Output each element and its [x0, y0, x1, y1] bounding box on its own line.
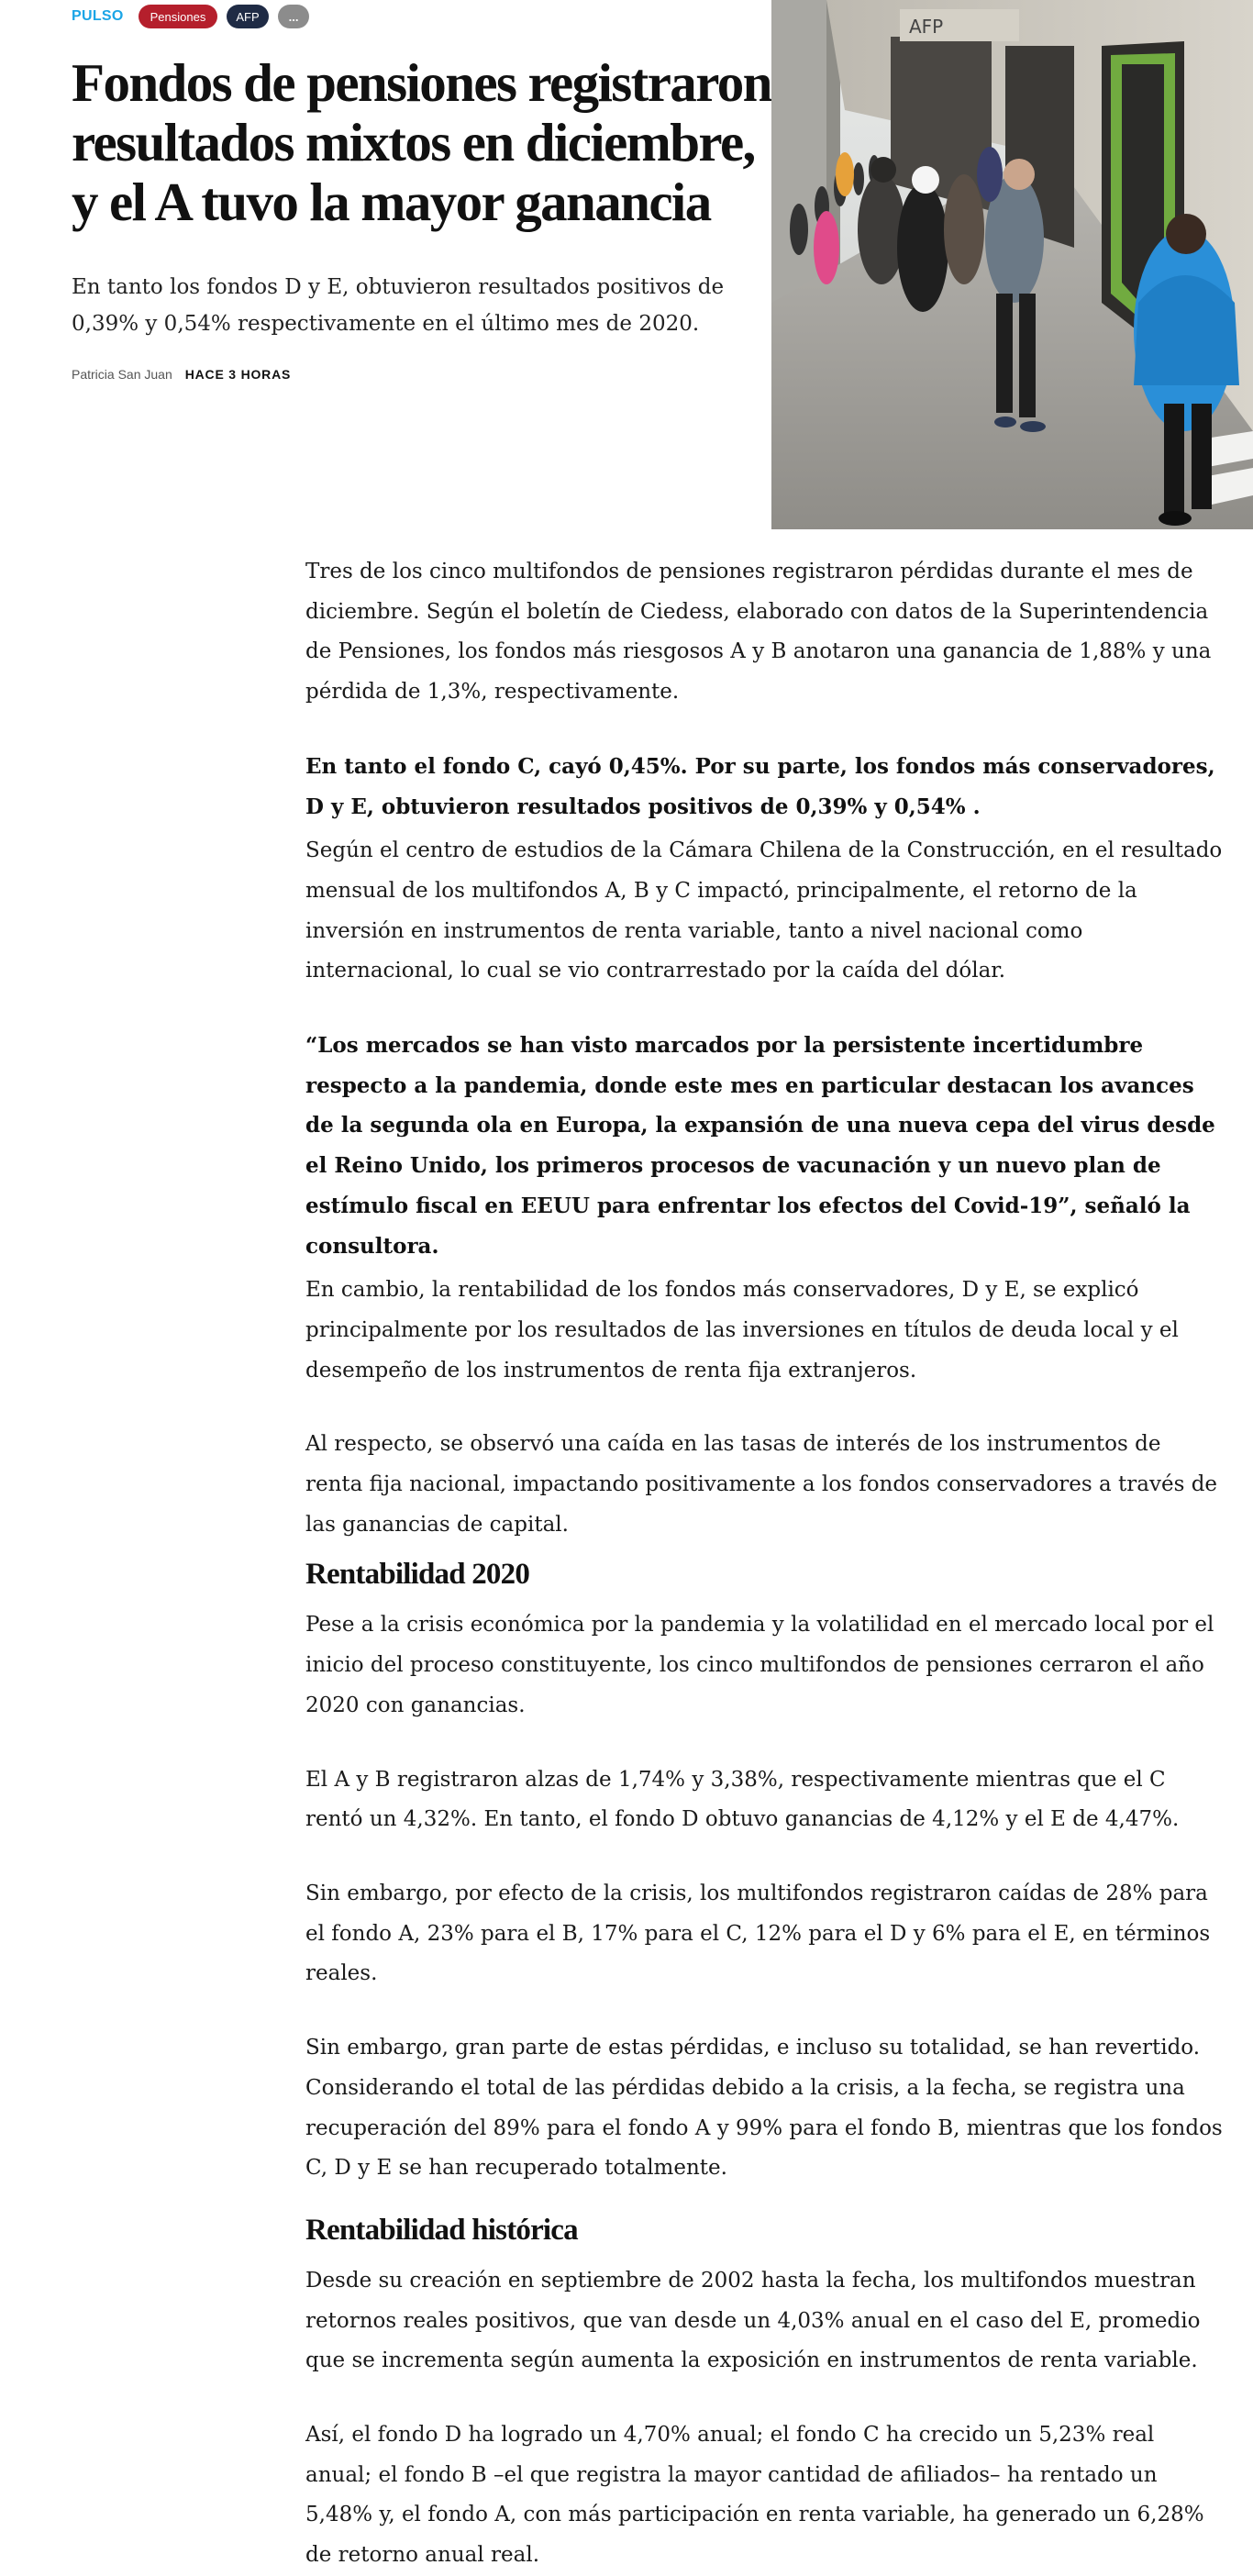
paragraph-12: Así, el fondo D ha logrado un 4,70% anual; el fondo C ha crecido un 5,23% real anual; el fondo B –el que registra la mayor cantidad de afiliados– ha rentado un 5,48% y, el fondo A, con más participación en renta variable, ha generado un 6,28% de retorno anual real. [305, 2423, 1204, 2568]
tag-bar [72, 5, 318, 28]
tag-afp[interactable]: AFP [227, 5, 268, 28]
paragraph-11: Desde su creación en septiembre de 2002 hasta la fecha, los multifondos muestran retornos reales positivos, que van desde un 4,03% anual en el caso del E, promedio que se incrementa según aumenta la exposición en instrumentos de renta variable. [305, 2268, 1201, 2373]
paragraph-3: Según el centro de estudios de la Cámara Chilena de la Construcción, en el resultado mensual de los multifondos A, B y C impactó, principalmente, el retorno de la inversión en instrumentos de renta variable, tanto a nivel nacional como internacional, lo cual se vio contrarrestado por la caída del dólar. [305, 838, 1223, 983]
section-heading-rentabilidad-2020: Rentabilidad 2020 [305, 1558, 530, 1592]
paragraph-2-highlight: En tanto el fondo C, cayó 0,45%. Por su parte, los fondos más conservadores, D y E, obtuvieron resultados positivos de 0,39% y 0,54% . [305, 753, 1215, 819]
more-tags-button[interactable]: ... [278, 5, 310, 28]
tag-pensiones[interactable]: Pensiones [139, 5, 218, 28]
author-link[interactable]: Patricia San Juan [72, 367, 172, 382]
article-body [305, 529, 1223, 2576]
paragraph-1: Tres de los cinco multifondos de pensiones registraron pérdidas durante el mes de diciembre. Según el boletín de Ciedess, elaborado con datos de la Superintendencia de Pensiones, los fondos más riesgosos A y B anotaron una ganancia de 1,88% y una pérdida de 1,3%, respectivamente. [305, 560, 1212, 705]
hero-image [771, 0, 1253, 529]
subheadline: En tanto los fondos D y E, obtuvieron resultados positivos de 0,39% y 0,54% respectivamente en el último mes de 2020. [72, 275, 725, 336]
paragraph-6: Al respecto, se observó una caída en las tasas de interés de los instrumentos de renta fija nacional, impactando positivamente a los fondos conservadores a través de las ganancias de capital. [305, 1432, 1218, 1537]
headline: Fondos de pensiones registraron resultados mixtos en diciembre, y el A tuvo la mayor ganancia [72, 52, 771, 232]
svg-text:AFP: AFP [909, 16, 944, 38]
photo-people-queue-street-icon [771, 0, 1253, 529]
paragraph-10: Sin embargo, gran parte de estas pérdidas, e incluso su totalidad, se han revertido. Considerando el total de las pérdidas debido a la crisis, a la fecha, se registra una recuperación del 89% para el fondo A y 99% para el fondo B, mientras que los fondos C, D y E se han recuperado totalmente. [305, 2036, 1223, 2181]
paragraph-9: Sin embargo, por efecto de la crisis, los multifondos registraron caídas de 28% para el fondo A, 23% para el B, 17% para el C, 12% para el D y 6% para el E, en términos reales. [305, 1881, 1211, 1986]
section-heading-rentabilidad-historica: Rentabilidad histórica [305, 2213, 578, 2247]
paragraph-4-quote: “Los mercados se han visto marcados por la persistente incertidumbre respecto a la pandemia, donde este mes en particular destacan los avances de la segunda ola en Europa, la expansión de una nueva cepa del virus desde el Reino Unido, los primeros procesos de vacunación y un nuevo plan de estímulo fiscal en EEUU para enfrentar los efectos del Covid-19”, señaló la consultora. [305, 1033, 1215, 1259]
timestamp: HACE 3 HORAS [184, 367, 292, 382]
byline [72, 367, 291, 382]
section-link-pulso[interactable]: PULSO [72, 8, 124, 24]
paragraph-7: Pese a la crisis económica por la pandemia y la volatilidad en el mercado local por el inicio del proceso constituyente, los cinco multifondos de pensiones cerraron el año 2020 con ganancias. [305, 1613, 1214, 1717]
paragraph-5: En cambio, la rentabilidad de los fondos más conservadores, D y E, se explicó principalmente por los resultados de las inversiones en títulos de deuda local y el desempeño de los instrumentos de renta fija extranjeros. [305, 1278, 1179, 1382]
article-header [0, 0, 1253, 529]
paragraph-8: El A y B registraron alzas de 1,74% y 3,38%, respectivamente mientras que el C rentó un 4,32%. En tanto, el fondo D obtuvo ganancias de 4,12% y el E de 4,47%. [305, 1767, 1180, 1832]
